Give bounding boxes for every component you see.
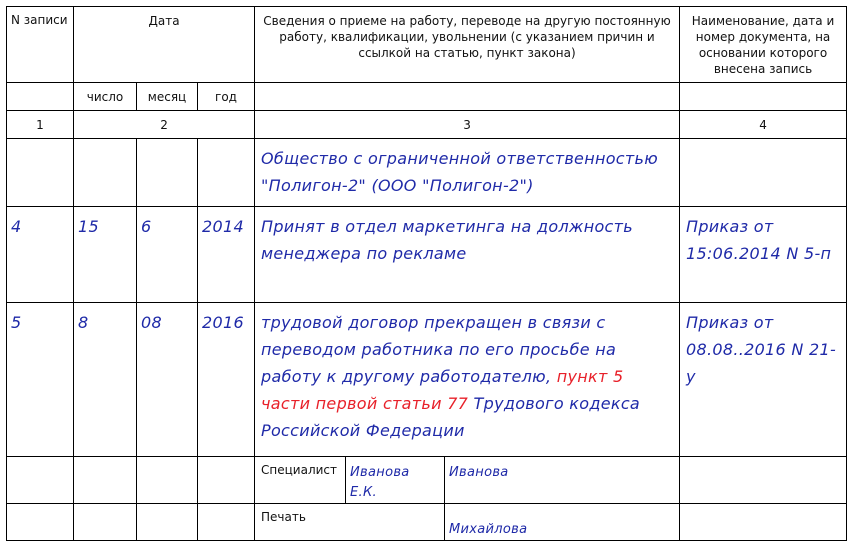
seal-empty-month (137, 504, 198, 541)
subheader-day: число (74, 83, 137, 111)
organization-name (255, 139, 680, 207)
org-empty-month (137, 139, 198, 207)
entry-month: 6 (141, 217, 152, 236)
entry-number: 5 (11, 313, 22, 332)
subheader-empty-num (7, 83, 74, 111)
spec-empty-year (198, 457, 255, 504)
work-record-table (6, 6, 847, 541)
specialist-signature: Иванова (449, 465, 509, 480)
org-empty-day (74, 139, 137, 207)
column-number-1: 1 (7, 111, 74, 139)
specialist-name: Иванова Е.К. (350, 465, 410, 500)
entry-document: Приказ от 08.08..2016 N 21-у (686, 313, 837, 386)
subheader-year: год (198, 83, 255, 111)
subheader-empty-info (255, 83, 680, 111)
spec-empty-num (7, 457, 74, 504)
header-record-number: N записи (7, 7, 74, 83)
column-number-4: 4 (680, 111, 847, 139)
seal-empty-doc (680, 504, 847, 541)
subheader-month: месяц (137, 83, 198, 111)
entry-document: Приказ от 15:06.2014 N 5-п (686, 217, 832, 263)
entry-year: 2016 (202, 313, 244, 332)
entry-month: 08 (141, 313, 162, 332)
seal-row (7, 504, 847, 541)
entry-number: 4 (11, 217, 22, 236)
entry-day: 8 (78, 313, 89, 332)
organization-name-text: Общество с ограниченной ответственностью "Полигон-2" (ООО "Полигон-2") (261, 149, 659, 195)
header-date: Дата (74, 7, 255, 83)
header-row (7, 7, 847, 83)
seal-label: Печать (255, 504, 445, 541)
org-empty-year (198, 139, 255, 207)
table-row (7, 207, 847, 303)
org-empty-doc (680, 139, 847, 207)
subheader-empty-doc (680, 83, 847, 111)
subheader-row (7, 83, 847, 111)
table-row (7, 303, 847, 457)
seal-empty-num (7, 504, 74, 541)
spec-empty-doc (680, 457, 847, 504)
specialist-row (7, 457, 847, 504)
header-info: Сведения о приеме на работу, переводе на другую постоянную работу, квалификации, увольнении (с указанием причин и ссылкой на статью, пункт закона) (255, 7, 680, 83)
spec-empty-month (137, 457, 198, 504)
seal-empty-day (74, 504, 137, 541)
org-empty-num (7, 139, 74, 207)
seal-empty-year (198, 504, 255, 541)
entry-info-text: трудовой договор прекращен в связи с переводом работника по его просьбе на работу к другому работодателю, (261, 313, 617, 386)
entry-year: 2014 (202, 217, 244, 236)
seal-signature: Михайлова (449, 522, 528, 537)
entry-day: 15 (78, 217, 99, 236)
law-reference: пункт 5 части первой статьи 77 (261, 367, 624, 413)
organization-row (7, 139, 847, 207)
column-number-3: 3 (255, 111, 680, 139)
entry-info-text-end: Трудового кодекса Российской Федерации (261, 394, 641, 440)
entry-info: Принят в отдел маркетинга на должность менеджера по рекламе (261, 217, 633, 263)
column-number-2: 2 (74, 111, 255, 139)
spec-empty-day (74, 457, 137, 504)
entry-info (261, 313, 640, 440)
header-document: Наименование, дата и номер документа, на основании которого внесена запись (680, 7, 847, 83)
column-number-row (7, 111, 847, 139)
specialist-label: Специалист (255, 457, 346, 504)
